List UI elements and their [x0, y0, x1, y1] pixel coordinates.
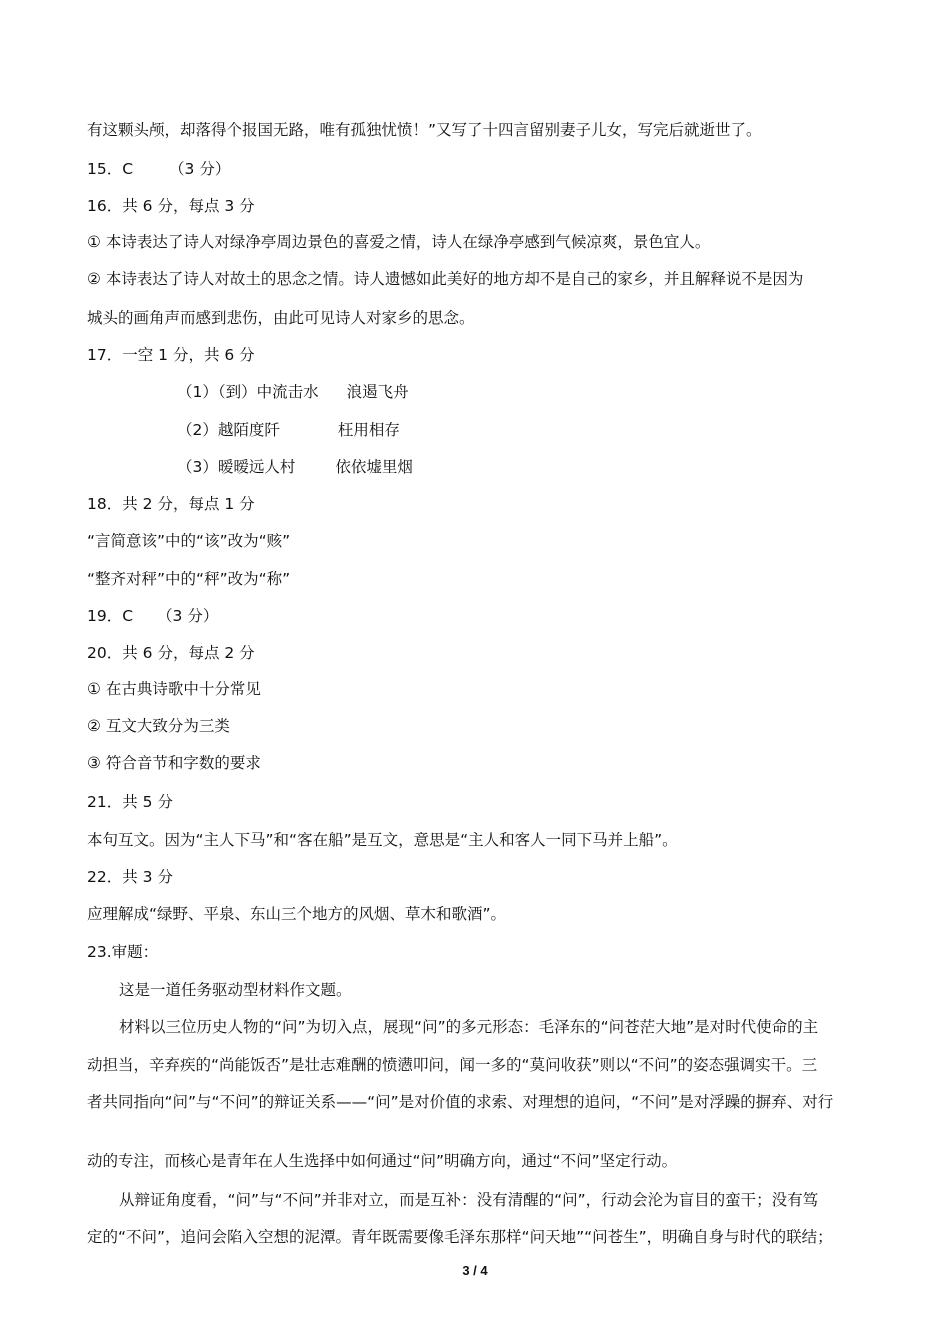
question-heading-17: 17．一空 1 分，共 6 分 [87, 346, 255, 364]
text-line: 者共同指向“问”与“不问”的辩证关系——“问”是对价值的求索、对理想的追问，“不问”是对浮躁的摒弃、对行 [87, 1093, 834, 1111]
text-line: “言简意该”中的“该”改为“赅” [87, 532, 291, 550]
text-line: 从辩证角度看，“问”与“不问”并非对立，而是互补：没有清醒的“问”，行动会沦为盲目的蛮干；没有笃 [119, 1191, 819, 1209]
text-line: 动的专注，而核心是青年在人生选择中如何通过“问”明确方向，通过“不问”坚定行动。 [87, 1152, 678, 1170]
text-line: 定的“不问”，追问会陷入空想的泥潭。青年既需要像毛泽东那样“问天地”“问苍生”，明确自身与时代的联结； [87, 1228, 833, 1246]
question-heading-20: 20．共 6 分，每点 2 分 [87, 644, 255, 662]
text-line: ② 互文大致分为三类 [87, 717, 230, 735]
text-line: 应理解成“绿野、平泉、东山三个地方的风烟、草木和歌酒”。 [87, 905, 507, 923]
answer-part-b: 浪遏飞舟 [346, 383, 409, 401]
answer-part-b: 枉用相存 [337, 421, 400, 439]
text-line: 动担当，辛弃疾的“尚能饭否”是壮志难酬的愤懑叩问，闻一多的“莫问收获”则以“不问”的姿态强调实干。三 [87, 1056, 818, 1074]
answer-17-1 [177, 382, 409, 402]
text-line: ① 本诗表达了诗人对绿净亭周边景色的喜爱之情，诗人在绿净亭感到气候凉爽，景色宜人。 [87, 233, 711, 251]
text-line: 这是一道任务驱动型材料作文题。 [119, 981, 352, 999]
question-heading-18: 18．共 2 分，每点 1 分 [87, 495, 255, 513]
text-line: “整齐对秤”中的“秤”改为“称” [87, 570, 291, 588]
question-heading-23: 23.审题： [87, 943, 159, 961]
text-line: ① 在古典诗歌中十分常见 [87, 680, 261, 698]
question-heading-22: 22．共 3 分 [87, 868, 173, 886]
answer-part-a: （2）越陌度阡 [177, 421, 280, 439]
score-note: （3 分） [157, 607, 219, 625]
answer-19 [87, 606, 218, 626]
text-line: 材料以三位历史人物的“问”为切入点，展现“问”的多元形态：毛泽东的“问苍茫大地”是对时代使命的主 [119, 1018, 819, 1036]
text-line: 本句互文。因为“主人下马”和“客在船”是互文，意思是“主人和客人一同下马并上船”。 [87, 831, 678, 849]
text-line: ③ 符合音节和字数的要求 [87, 754, 261, 772]
answer-15 [87, 159, 230, 179]
answer-17-2 [177, 420, 400, 440]
text-line: 有这颗头颅，却落得个报国无路，唯有孤独忧愤！”又写了十四言留别妻子儿女，写完后就逝世了。 [87, 121, 762, 139]
text-line: ② 本诗表达了诗人对故土的思念之情。诗人遗憾如此美好的地方却不是自己的家乡，并且解释说不是因为 [87, 270, 804, 288]
answer-part-a: （3）暧暧远人村 [177, 458, 296, 476]
question-heading-16: 16．共 6 分，每点 3 分 [87, 197, 255, 215]
answer-part-a: （1）（到）中流击水 [177, 383, 319, 401]
page-number: 3 / 4 [462, 1263, 488, 1278]
score-note: （3 分） [169, 160, 231, 178]
answer-label: 15．C [87, 160, 134, 178]
text-line: 城头的画角声而感到悲伤，由此可见诗人对家乡的思念。 [87, 309, 475, 327]
question-heading-21: 21．共 5 分 [87, 793, 173, 811]
answer-17-3 [177, 457, 413, 477]
answer-label: 19．C [87, 607, 134, 625]
answer-part-b: 依依墟里烟 [335, 458, 413, 476]
